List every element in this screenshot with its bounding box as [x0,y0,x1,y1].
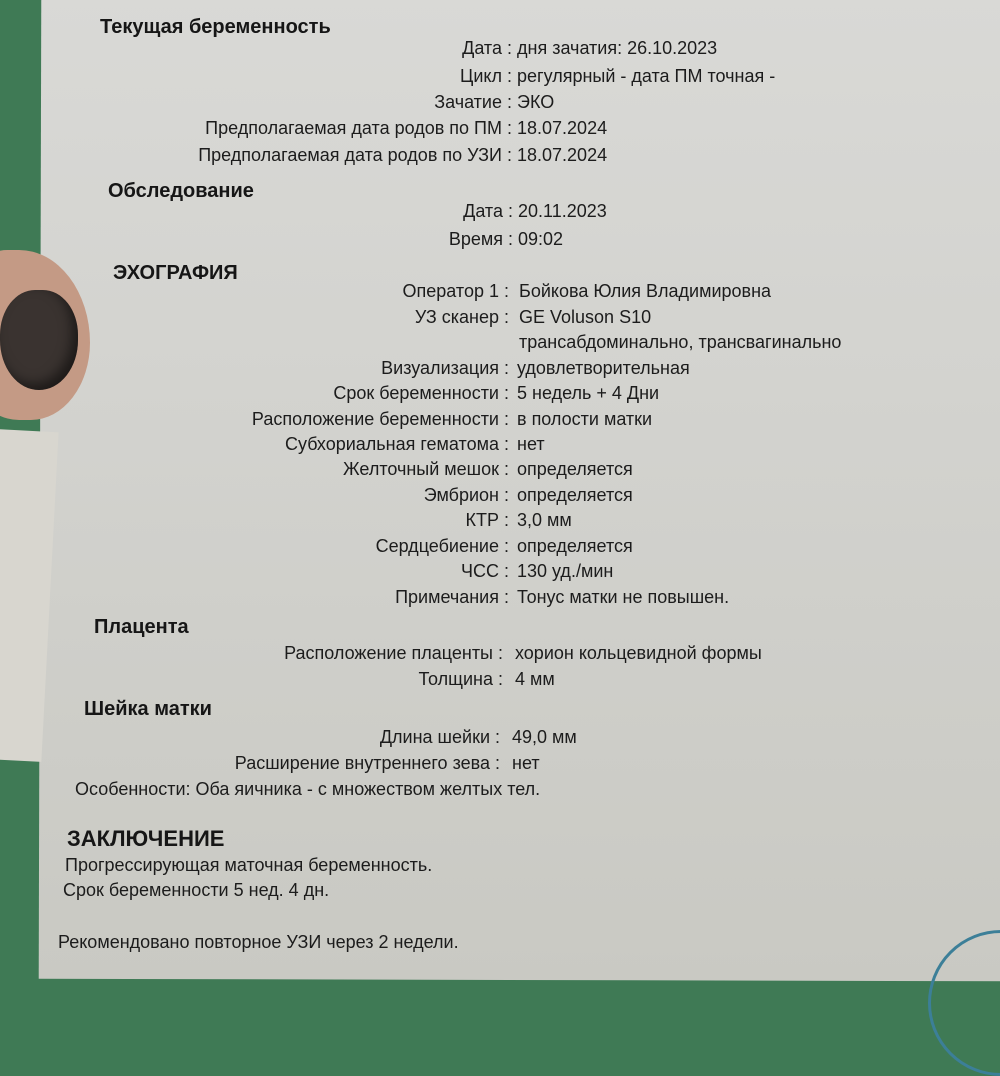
field-value: определяется [517,459,633,479]
field-row [0,358,1000,382]
field-label: Эмбрион : [423,485,509,505]
field-label: Предполагаемая дата родов по УЗИ : [198,145,512,165]
field-label: Зачатие : [434,92,512,112]
field-row [0,587,1000,611]
field-value: удовлетворительная [517,358,690,378]
field-value: дня зачатия: 26.10.2023 [517,38,718,58]
cervix-notes: Особенности: Оба яичника - с множеством желтых тел. [75,779,541,799]
field-row [0,38,1000,62]
field-value: 49,0 мм [512,727,577,747]
field-value: ЭКО [517,92,555,112]
field-label: Время : [448,229,513,249]
field-value: Бойкова Юлия Владимировна [519,281,772,301]
conclusion-line: Срок беременности 5 нед. 4 дн. [63,880,330,900]
field-value: 3,0 мм [517,510,572,530]
field-label: Толщина : [418,669,503,689]
field-label: Предполагаемая дата родов по ПМ : [205,118,512,138]
field-row [0,118,1000,142]
field-label: УЗ сканер : [414,307,509,327]
section-title-cervix: Шейка матки [84,698,212,720]
field-row [0,434,1000,458]
field-label: ЧСС : [461,561,509,581]
section-title-examination: Обследование [108,180,254,202]
field-label: Сердцебиение : [375,536,509,556]
field-row [0,332,1000,356]
field-row [0,561,1000,585]
field-row [0,485,1000,509]
field-value: определяется [517,485,633,505]
field-value: хорион кольцевидной формы [515,643,762,663]
field-label: Визуализация : [381,358,509,378]
section-title-current-pregnancy: Текущая беременность [100,16,331,38]
field-row [0,510,1000,534]
field-row [0,145,1000,169]
field-value: 130 уд./мин [517,561,614,581]
field-value: нет [517,434,545,454]
field-label: Желточный мешок : [343,459,509,479]
field-row [0,536,1000,560]
section-title-placenta: Плацента [94,616,189,638]
field-label: Расположение беременности : [251,409,509,429]
field-label: Дата : [462,38,512,58]
field-value: GE Voluson S10 [519,307,652,327]
field-row [0,307,1000,331]
field-row [0,383,1000,407]
field-label: Примечания : [395,587,509,607]
field-value: 4 мм [515,669,555,689]
field-value: определяется [517,536,633,556]
field-value: 09:02 [518,229,564,249]
field-value: в полости матки [517,409,653,429]
recommendation: Рекомендовано повторное УЗИ через 2 недели. [58,932,459,952]
field-label: Срок беременности : [333,383,509,403]
field-row [0,753,1000,777]
field-value: 18.07.2024 [517,118,608,138]
field-label: Дата : [463,201,513,221]
field-value: нет [512,753,540,773]
field-row [0,727,1000,751]
field-row [0,409,1000,433]
field-row [0,92,1000,116]
field-row [0,66,1000,90]
field-label: КТР : [465,510,509,530]
field-row [0,229,1000,253]
field-value: 5 недель + 4 Дни [517,383,660,403]
field-value: 18.07.2024 [517,145,608,165]
field-row [0,669,1000,693]
field-value: регулярный - дата ПМ точная - [517,66,776,86]
field-label: Расширение внутреннего зева : [234,753,500,773]
field-value: Тонус матки не повышен. [517,587,730,607]
field-value: 20.11.2023 [518,201,607,221]
field-label: Длина шейки : [379,727,500,747]
field-label: Цикл : [460,66,512,86]
section-title-conclusion: ЗАКЛЮЧЕНИЕ [67,826,225,851]
section-title-echography: ЭХОГРАФИЯ [113,262,238,284]
field-label: Оператор 1 : [402,281,509,301]
field-row [0,459,1000,483]
field-label: Расположение плаценты : [284,643,503,663]
conclusion-line: Прогрессирующая маточная беременность. [65,855,433,875]
field-value: трансабдоминально, трансвагинально [519,332,842,352]
field-row [0,201,1000,225]
field-row [0,643,1000,667]
field-row [0,281,1000,305]
field-label: Субхориальная гематома : [285,434,509,454]
